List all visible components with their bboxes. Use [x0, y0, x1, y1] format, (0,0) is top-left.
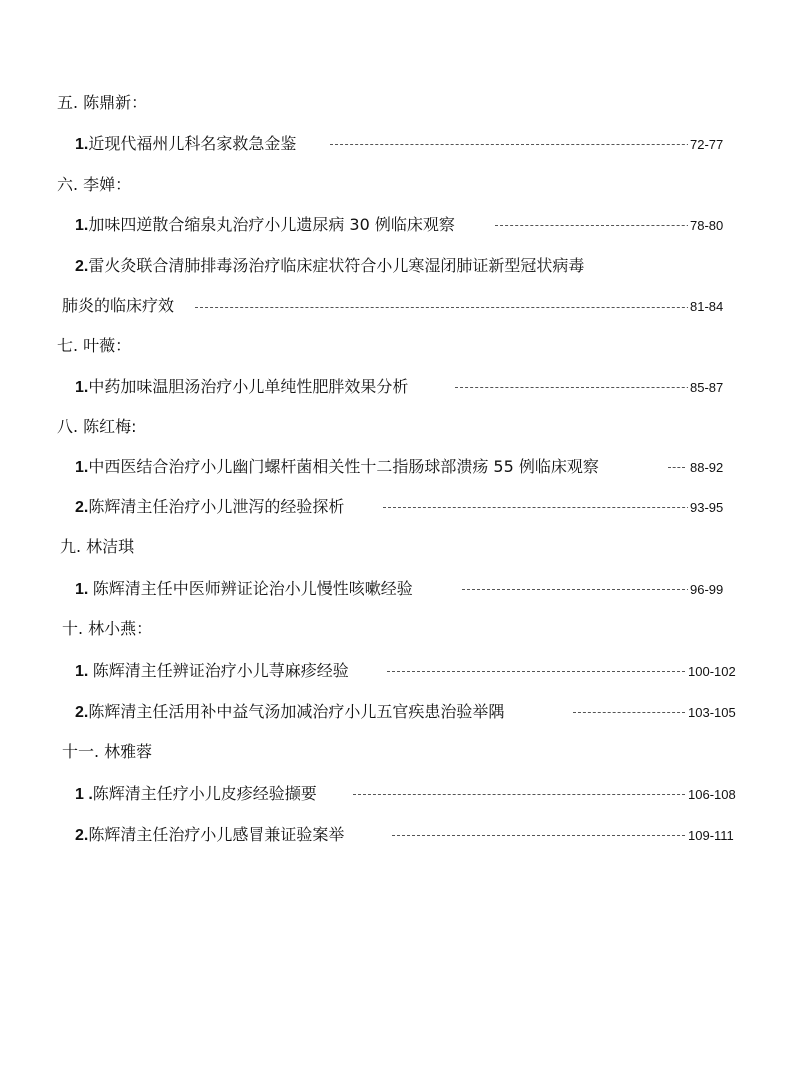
toc-entry: 1.中西医结合治疗小儿幽门螺杆菌相关性十二指肠球部溃疡 55 例临床观察	[75, 457, 605, 478]
toc-page-range: 106-108	[686, 785, 736, 805]
section-heading: 五. 陈鼎新：	[57, 93, 148, 112]
toc-page-range: 103-105	[686, 703, 736, 723]
leader-dots	[573, 712, 685, 713]
toc-page-range: 93-95	[688, 498, 723, 518]
section-heading: 十一. 林雅蓉	[62, 742, 153, 761]
leader-dots	[195, 307, 715, 308]
section-heading: 八. 陈红梅:	[57, 417, 137, 436]
toc-entry: 1. 陈辉清主任辨证治疗小儿荨麻疹经验	[75, 661, 355, 682]
toc-entry: 1.加味四逆散合缩泉丸治疗小儿遗尿病 30 例临床观察	[75, 215, 461, 236]
toc-page-range: 96-99	[688, 580, 723, 600]
section-heading: 十. 林小燕：	[62, 619, 153, 638]
toc-page-range: 81-84	[688, 297, 723, 317]
toc-entry: 1.近现代福州儿科名家救急金鉴	[75, 134, 302, 155]
leader-dots	[455, 387, 715, 388]
toc-entry: 2.陈辉清主任治疗小儿感冒兼证验案举	[75, 825, 350, 846]
toc-entry: 1.中药加味温胆汤治疗小儿单纯性肥胖效果分析	[75, 377, 414, 398]
leader-dots	[495, 225, 715, 226]
section-heading: 七. 叶薇：	[57, 336, 132, 355]
leader-dots	[353, 794, 685, 795]
leader-dots	[392, 835, 685, 836]
section-heading: 六. 李婵：	[57, 175, 132, 194]
leader-dots	[462, 589, 715, 590]
toc-page-range: 109-111	[686, 826, 734, 846]
toc-page-range: 100-102	[686, 662, 736, 682]
toc-page-range: 72-77	[688, 135, 723, 155]
toc-entry: 2.雷火灸联合清肺排毒汤治疗临床症状符合小儿寒湿闭肺证新型冠状病毒	[75, 256, 590, 277]
toc-entry-continuation: 肺炎的临床疗效	[62, 296, 180, 316]
leader-dots	[383, 507, 715, 508]
toc-entry: 1. 陈辉清主任中医师辨证论治小儿慢性咳嗽经验	[75, 579, 419, 600]
toc-page-range: 88-92	[688, 458, 723, 478]
toc-page-range: 78-80	[688, 216, 723, 236]
leader-dots	[387, 671, 685, 672]
section-heading: 九. 林洁琪	[60, 537, 135, 556]
leader-dots	[330, 144, 715, 145]
toc-page-range: 85-87	[688, 378, 723, 398]
toc-entry: 2.陈辉清主任活用补中益气汤加减治疗小儿五官疾患治验举隅	[75, 702, 510, 723]
leader-dots	[668, 467, 685, 468]
toc-entry: 1 .陈辉清主任疗小儿皮疹经验撷要	[75, 784, 323, 805]
toc-entry: 2.陈辉清主任治疗小儿泄泻的经验探析	[75, 497, 350, 518]
